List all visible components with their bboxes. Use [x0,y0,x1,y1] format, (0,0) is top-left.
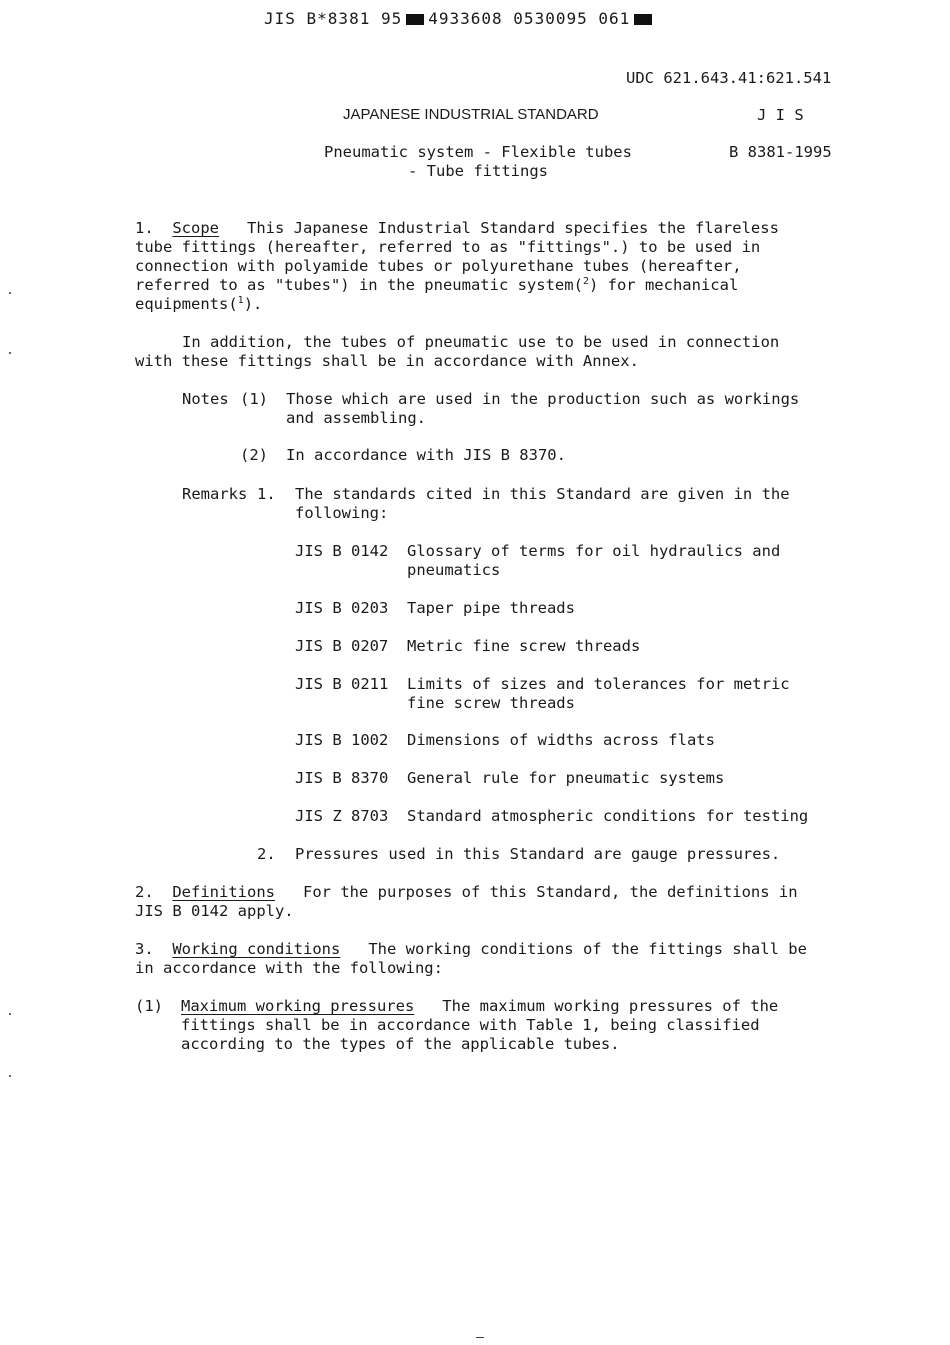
reference-title: Metric fine screw threads [407,637,641,655]
item-heading-max-pressures: Maximum working pressures [181,997,415,1015]
section-number: 1. [135,219,154,237]
section-number: 2. [135,883,154,901]
item-1-paragraph [181,997,791,1054]
standard-number: B 8381-1995 [729,143,832,161]
footnote-ref: 1 [237,294,244,306]
note-2-text: In accordance with JIS B 8370. [286,446,566,464]
working-conditions-paragraph [135,940,820,978]
item-1-number: (1) [135,997,163,1015]
scan-speck [9,292,11,294]
remark-2-text: Pressures used in this Standard are gauge pressures. [295,845,781,863]
jis-mark: J I S [757,106,804,124]
note-2-number: (2) [240,446,268,464]
reference-code: JIS B 0207 [295,637,389,655]
document-control-number: 4933608 0530095 061 [428,9,631,28]
reference-code: JIS B 0203 [295,599,389,617]
document-id: JIS B*8381 95 [264,9,403,28]
scope-text-a: This Japanese Industrial Standard specifies the flareless tube fittings (hereafter, referred to as "fittings".) to be used in connection with polyamide tubes or polyurethane tubes (hereafter, referred to as "tubes") in the pneumatic system( [135,219,779,294]
document-title-line1: Pneumatic system - Flexible tubes [324,143,632,161]
remark-1-number: 1. [257,485,276,503]
reference-code: JIS B 1002 [295,731,389,749]
footnote-ref: 2 [582,275,589,287]
reference-code: JIS B 8370 [295,769,389,787]
reference-code: JIS B 0211 [295,675,389,693]
scope-text-b: ) for mechanical equipments( [135,276,739,313]
note-1-text: Those which are used in the production such as workings and assembling. [286,390,800,427]
scan-speck [9,352,11,354]
scan-speck [9,1013,11,1015]
definitions-text: For the purposes of this Standard, the definitions in JIS B 0142 apply. [135,883,798,920]
barcode-block-icon [406,14,424,25]
annex-text: In addition, the tubes of pneumatic use to be used in connection with these fittings shall be in accordance with Annex. [135,333,780,370]
notes-label: Notes [182,390,229,408]
remarks-label: Remarks [182,485,248,503]
definitions-paragraph [135,883,815,921]
remark-2-number: 2. [257,845,276,863]
reference-title: Taper pipe threads [407,599,575,617]
reference-code: JIS B 0142 [295,542,389,560]
reference-title: Dimensions of widths across flats [407,731,715,749]
barcode-block-icon [634,14,652,25]
scan-speck [476,1337,484,1338]
section-number: 3. [135,940,154,958]
item-1-text: The maximum working pressures of the fittings shall be in accordance with Table 1, being classified according to the types of the applicable tubes. [181,997,779,1053]
note-1-number: (1) [240,390,268,408]
working-conditions-text: The working conditions of the fittings shall be in accordance with the following: [135,940,807,977]
reference-title: Limits of sizes and tolerances for metric fine screw threads [407,675,790,712]
reference-code: JIS Z 8703 [295,807,389,825]
reference-title: General rule for pneumatic systems [407,769,725,787]
scan-speck [9,1075,11,1077]
standard-org: JAPANESE INDUSTRIAL STANDARD [343,106,599,123]
section-heading-scope: Scope [172,219,220,237]
reference-title: Glossary of terms for oil hydraulics and pneumatics [407,542,781,579]
section-heading-working-conditions: Working conditions [172,940,341,958]
section-heading-definitions: Definitions [172,883,275,901]
document-id-line [264,9,656,28]
reference-title: Standard atmospheric conditions for testing [407,807,809,825]
annex-paragraph [135,333,800,371]
udc-number: UDC 621.643.41:621.541 [626,69,832,87]
remark-1-text: The standards cited in this Standard are given in the following: [295,485,790,522]
document-title-line2: - Tube fittings [408,162,548,180]
scope-paragraph [135,219,795,314]
scope-text-c: ). [243,295,263,313]
